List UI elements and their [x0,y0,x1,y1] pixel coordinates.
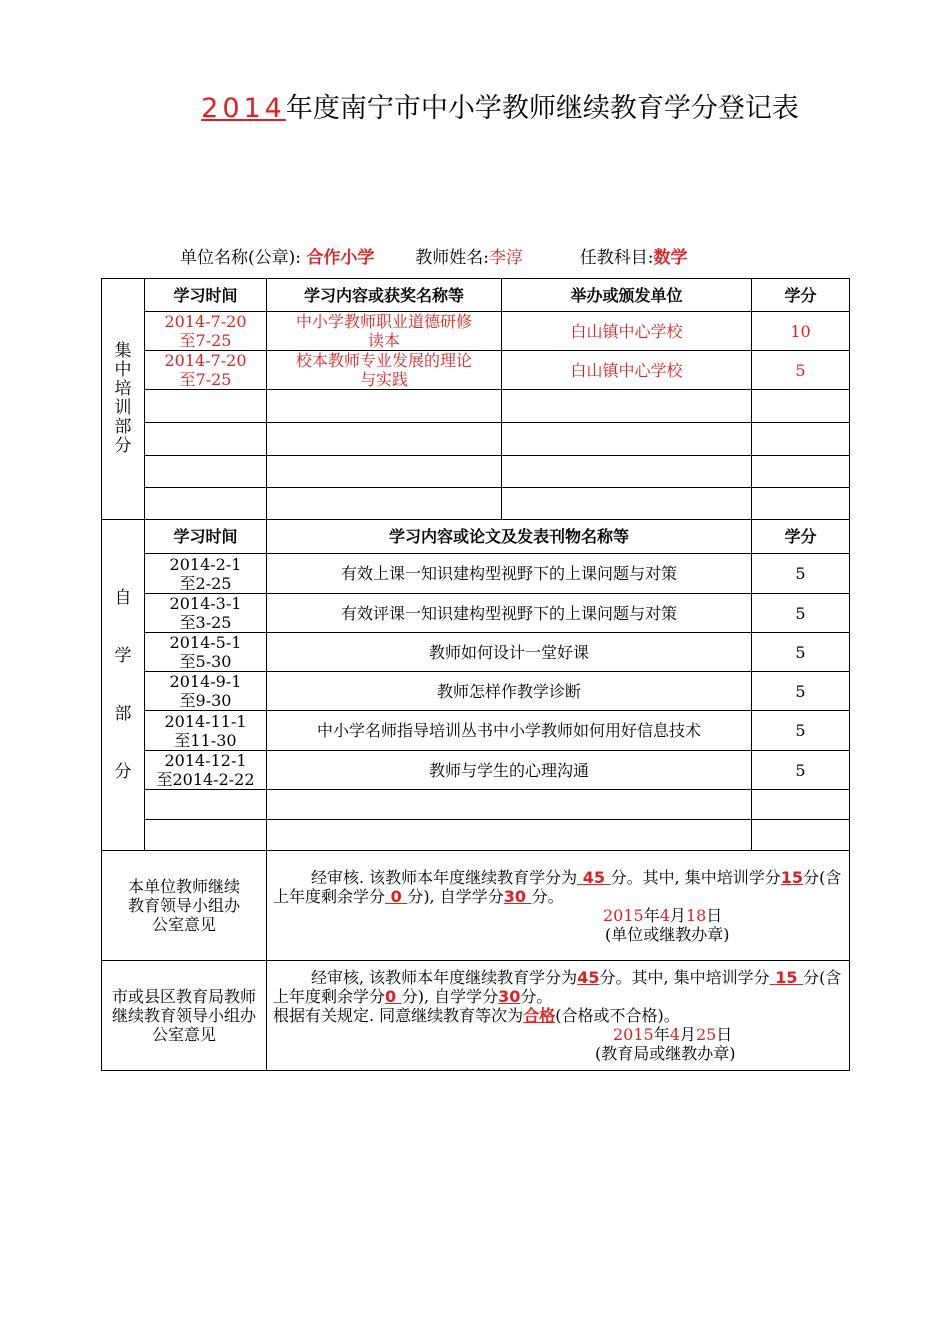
unit-opinion-text: 经审核. 该教师本年度继续教育学分为 45 分。其中, 集中培训学分15分(含上年度剩余学分 0 分), 自学学分30 分。 2015年4月18日 (单位或继教办章) [267,851,850,961]
central-header-credit: 学分 [752,279,850,312]
info-line [180,243,688,268]
row-credit: 10 [752,312,850,351]
unit-opinion-label: 本单位教师继续教育领导小组办公室意见 [102,851,267,961]
row-credit: 5 [752,554,850,594]
empty-row [102,423,850,456]
self-header-credit: 学分 [752,520,850,554]
empty-row [102,790,850,820]
empty-row [102,820,850,851]
title-text: 年度南宁市中小学教师继续教育学分登记表 [285,93,799,124]
row-content: 有效上课一知识建构型视野下的上课问题与对策 [267,554,752,594]
teacher-label: 教师姓名: [415,248,489,268]
row-credit: 5 [752,711,850,751]
row-time: 2014-5-1 至5-30 [145,633,267,672]
row-credit: 5 [752,751,850,790]
table-row [102,554,850,594]
row-content: 校本教师专业发展的理论 与实践 [267,351,502,390]
central-header-row [102,279,850,312]
row-content: 教师与学生的心理沟通 [267,751,752,790]
table-row [102,751,850,790]
row-credit: 5 [752,672,850,711]
row-time: 2014-9-1 至9-30 [145,672,267,711]
subject-label: 任教科目: [579,248,654,268]
empty-row [102,488,850,520]
row-time: 2014-11-1 至11-30 [145,711,267,751]
row-time: 2014-7-20 至7-25 [145,351,267,390]
row-content: 有效评课一知识建构型视野下的上课问题与对策 [267,594,752,633]
table-row [102,672,850,711]
title-year: 2014 [201,93,286,124]
unit-opinion-row [102,851,850,961]
empty-row [102,390,850,423]
central-header-content: 学习内容或获奖名称等 [267,279,502,312]
table-row [102,351,850,390]
row-org: 白山镇中心学校 [502,351,752,390]
bureau-stamp: (教育局或继教办章) [595,1044,736,1063]
table-row [102,711,850,751]
table-row [102,594,850,633]
row-credit: 5 [752,633,850,672]
teacher-value: 李淳 [488,248,523,268]
row-time: 2014-2-1 至2-25 [145,554,267,594]
table-row [102,633,850,672]
unit-label: 单位名称(公章): [180,248,301,268]
subject-value: 数学 [653,248,688,268]
self-header-row [102,520,850,554]
unit-value: 合作小学 [306,248,375,268]
credit-table [101,278,850,1071]
bureau-opinion-row [102,961,850,1071]
central-header-org: 举办或颁发单位 [502,279,752,312]
central-side-label: 集 中 培 训 部 分 [102,279,145,520]
central-header-time: 学习时间 [145,279,267,312]
row-content: 教师如何设计一堂好课 [267,633,752,672]
table-row [102,312,850,351]
row-org: 白山镇中心学校 [502,312,752,351]
row-time: 2014-7-20 至7-25 [145,312,267,351]
row-credit: 5 [752,351,850,390]
row-content: 教师怎样作教学诊断 [267,672,752,711]
row-content: 中小学教师职业道德研修 读本 [267,312,502,351]
self-header-content: 学习内容或论文及发表刊物名称等 [267,520,752,554]
bureau-opinion-text: 经审核, 该教师本年度继续教育学分为45分。其中, 集中培训学分 15 分(含上年度剩余学分0 分), 自学学分30分。 根据有关规定. 同意继续教育等次为合格(合格或不合格)。 2015年4月25日 (教育局或继教办章) [267,961,850,1071]
self-side-label: 自 学 部 分 [102,520,145,851]
row-time: 2014-3-1 至3-25 [145,594,267,633]
row-time: 2014-12-1 至2014-2-22 [145,751,267,790]
self-header-time: 学习时间 [145,520,267,554]
row-credit: 5 [752,594,850,633]
unit-stamp: (单位或继教办章) [605,924,730,944]
empty-row [102,456,850,488]
row-content: 中小学名师指导培训丛书中小学教师如何用好信息技术 [267,711,752,751]
page-title [0,86,950,125]
bureau-opinion-label: 市或县区教育局教师继续教育领导小组办公室意见 [102,961,267,1071]
